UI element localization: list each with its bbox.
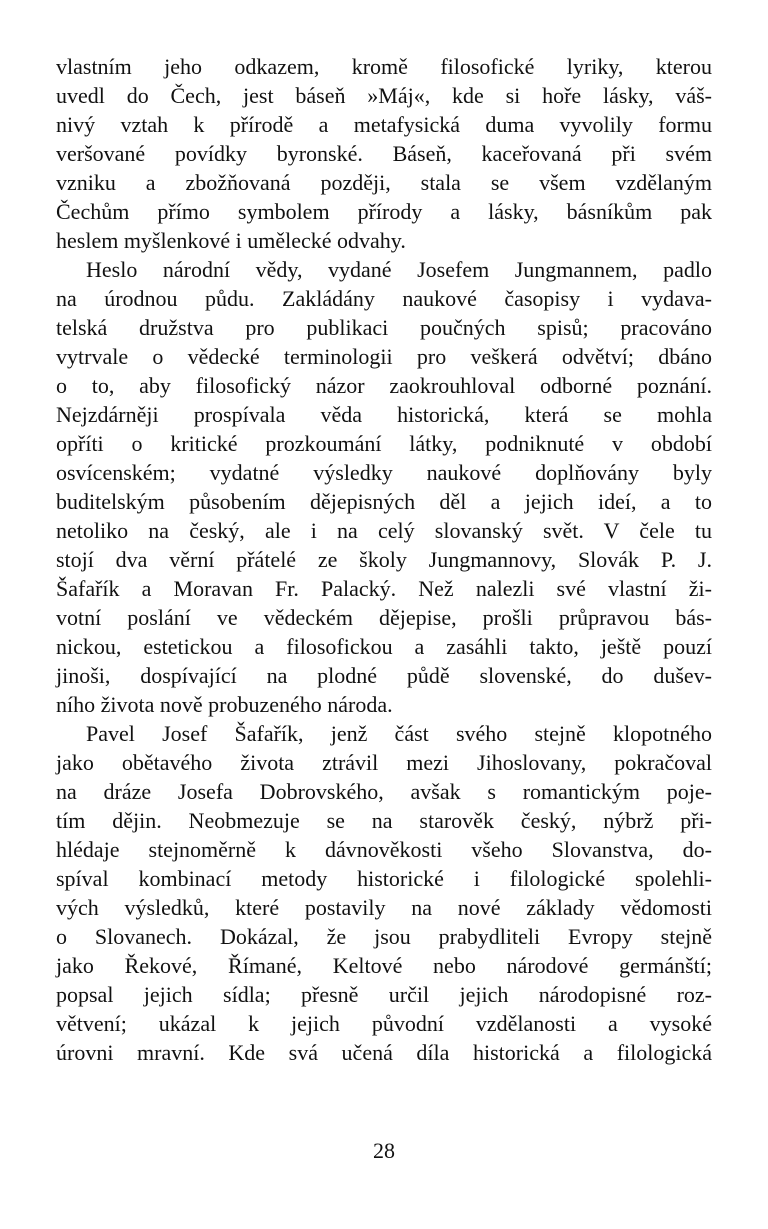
- text-line: o to, aby filosofický názor zaokrouhloval odborné poznání.: [56, 373, 712, 398]
- text-line: spíval kombinací metody historické i filologické spolehli-: [56, 866, 712, 891]
- text-line: buditelským působením dějepisných děl a jejich ideí, a to: [56, 489, 712, 514]
- text-line: větvení; ukázal k jejich původní vzdělanosti a vysoké: [56, 1011, 712, 1036]
- text-line: nivý vztah k přírodě a metafysická duma vyvolily formu: [56, 112, 712, 137]
- text-line: jako Řekové, Římané, Keltové nebo národové germánští;: [56, 953, 712, 978]
- paragraph-3: [56, 719, 712, 1067]
- text-line: votní poslání ve vědeckém dějepise, prošli průpravou bás-: [56, 605, 712, 630]
- text-line: vých výsledků, které postavily na nové základy vědomosti: [56, 895, 712, 920]
- text-line: veršované povídky byronské. Báseň, kaceřovaná při svém: [56, 141, 712, 166]
- text-line: Čechům přímo symbolem přírody a lásky, básníkům pak: [56, 199, 712, 224]
- text-line: heslem myšlenkové i umělecké odvahy.: [56, 228, 406, 253]
- paragraph-1: [56, 52, 712, 255]
- text-line: nickou, estetickou a filosofickou a zasáhli takto, ještě pouzí: [56, 634, 712, 659]
- text-line: na úrodnou půdu. Zakládány naukové časopisy i vydava-: [56, 286, 712, 311]
- paragraph-2: [56, 255, 712, 719]
- text-line: o Slovanech. Dokázal, že jsou prabydliteli Evropy stejně: [56, 924, 712, 949]
- text-line: telská družstva pro publikaci poučných spisů; pracováno: [56, 315, 712, 340]
- text-line: osvícenském; vydatné výsledky naukové doplňovány byly: [56, 460, 712, 485]
- text-line: Nejzdárněji prospívala věda historická, která se mohla: [56, 402, 712, 427]
- text-line: netoliko na český, ale i na celý slovanský svět. V čele tu: [56, 518, 712, 543]
- text-line: stojí dva věrní přátelé ze školy Jungmannovy, Slovák P. J.: [56, 547, 712, 572]
- text-line: opříti o kritické prozkoumání látky, podniknuté v období: [56, 431, 712, 456]
- page-number: 28: [373, 1138, 395, 1163]
- text-line: vytrvale o vědecké terminologii pro veškerá odvětví; dbáno: [56, 344, 712, 369]
- text-line: ního života nově probuzeného národa.: [56, 692, 393, 717]
- body-text: [56, 52, 712, 1067]
- text-line: vzniku a zbožňovaná později, stala se všem vzdělaným: [56, 170, 712, 195]
- text-line: jako obětavého života ztrávil mezi Jihoslovany, pokračoval: [56, 750, 712, 775]
- text-line: Heslo národní vědy, vydané Josefem Jungmannem, padlo: [86, 257, 712, 282]
- text-line: na dráze Josefa Dobrovského, avšak s romantickým poje-: [56, 779, 712, 804]
- text-line: Pavel Josef Šafařík, jenž část svého stejně klopotného: [86, 721, 712, 746]
- text-line: Šafařík a Moravan Fr. Palacký. Než nalezli své vlastní ži-: [56, 576, 712, 601]
- text-line: tím dějin. Neobmezuje se na starověk český, nýbrž při-: [56, 808, 712, 833]
- text-line: hlédaje stejnoměrně k dávnověkosti všeho Slovanstva, do-: [56, 837, 712, 862]
- text-line: úrovni mravní. Kde svá učená díla historická a filologická: [56, 1040, 712, 1065]
- text-line: uvedl do Čech, jest báseň »Máj«, kde si hoře lásky, váš-: [56, 83, 712, 108]
- text-line: popsal jejich sídla; přesně určil jejich národopisné roz-: [56, 982, 712, 1007]
- text-line: vlastním jeho odkazem, kromě filosofické lyriky, kterou: [56, 54, 712, 79]
- text-line: jinoši, dospívající na plodné půdě slovenské, do dušev-: [56, 663, 712, 688]
